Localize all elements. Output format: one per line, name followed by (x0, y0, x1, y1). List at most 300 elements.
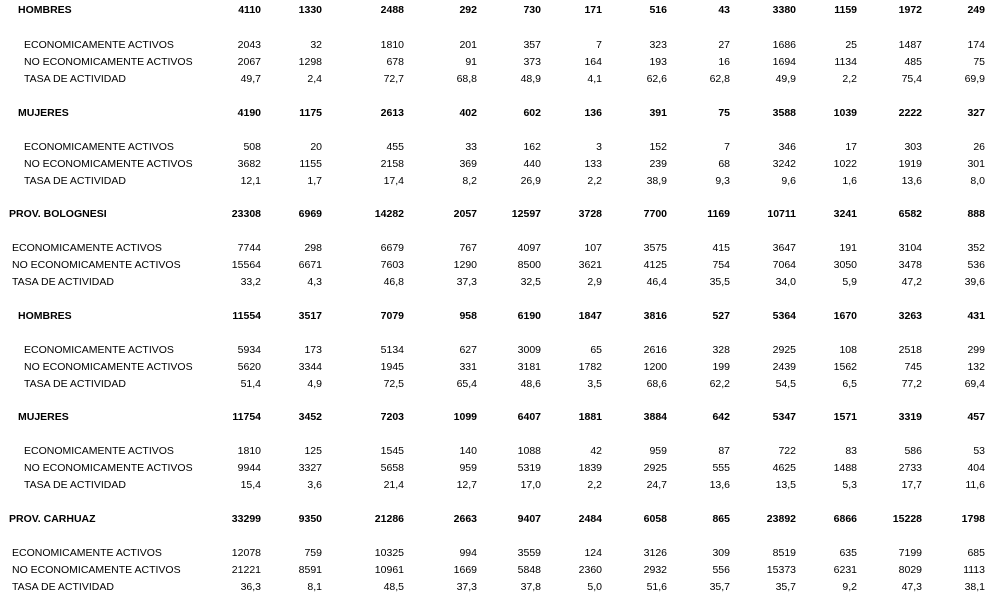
cell-value: 457 (967, 411, 985, 423)
cell-value: 21,4 (383, 479, 404, 491)
cell-value: 34,0 (775, 276, 796, 288)
cell-value: 24,7 (646, 479, 667, 491)
cell-value: 152 (649, 141, 667, 153)
cell-value: 1088 (517, 445, 541, 457)
cell-value: 62,2 (709, 378, 730, 390)
cell-value: 331 (459, 361, 477, 373)
row-label: NO ECONOMICAMENTE ACTIVOS (24, 361, 193, 373)
cell-value: 107 (584, 242, 602, 254)
cell-value: 199 (712, 361, 730, 373)
cell-value: 5319 (517, 462, 541, 474)
cell-value: 51,4 (240, 378, 261, 390)
cell-value: 303 (904, 141, 922, 153)
cell-value: 201 (459, 39, 477, 51)
cell-value: 485 (904, 56, 922, 68)
cell-value: 37,3 (456, 581, 477, 593)
cell-value: 6,5 (842, 378, 857, 390)
cell-value: 5364 (772, 310, 796, 322)
cell-value: 21221 (231, 564, 261, 576)
cell-value: 33,2 (240, 276, 261, 288)
cell-value: 7 (596, 39, 602, 51)
cell-value: 2932 (643, 564, 667, 576)
cell-value: 6231 (833, 564, 857, 576)
cell-value: 5934 (237, 344, 261, 356)
table-row (0, 157, 987, 172)
cell-value: 6866 (833, 513, 857, 525)
cell-value: 3319 (898, 411, 922, 423)
cell-value: 7700 (643, 208, 667, 220)
cell-value: 298 (304, 242, 322, 254)
cell-value: 3452 (298, 411, 322, 423)
cell-value: 15228 (892, 513, 922, 525)
row-label: TASA DE ACTIVIDAD (24, 73, 126, 85)
cell-value: 6190 (517, 310, 541, 322)
cell-value: 15564 (231, 259, 261, 271)
cell-value: 14282 (374, 208, 404, 220)
table-row (0, 140, 987, 155)
row-label: NO ECONOMICAMENTE ACTIVOS (12, 259, 181, 271)
cell-value: 1670 (833, 310, 857, 322)
cell-value: 292 (459, 4, 477, 16)
cell-value: 38,9 (646, 175, 667, 187)
cell-value: 4125 (643, 259, 667, 271)
cell-value: 635 (839, 547, 857, 559)
province-row (0, 207, 987, 222)
cell-value: 1881 (578, 411, 602, 423)
cell-value: 2,4 (307, 73, 322, 85)
cell-value: 37,8 (520, 581, 541, 593)
cell-value: 7199 (898, 547, 922, 559)
cell-value: 6671 (298, 259, 322, 271)
cell-value: 3050 (833, 259, 857, 271)
province-row (0, 512, 987, 527)
cell-value: 47,3 (901, 581, 922, 593)
cell-value: 62,8 (709, 73, 730, 85)
cell-value: 1487 (898, 39, 922, 51)
cell-value: 51,6 (646, 581, 667, 593)
cell-value: 72,7 (383, 73, 404, 85)
cell-value: 8591 (298, 564, 322, 576)
cell-value: 239 (649, 158, 667, 170)
cell-value: 5,9 (842, 276, 857, 288)
row-label: MUJERES (18, 107, 69, 119)
cell-value: 328 (712, 344, 730, 356)
cell-value: 9407 (517, 513, 541, 525)
cell-value: 8519 (772, 547, 796, 559)
cell-value: 2067 (237, 56, 261, 68)
cell-value: 888 (967, 208, 985, 220)
cell-value: 3816 (643, 310, 667, 322)
cell-value: 10711 (767, 208, 796, 220)
cell-value: 11754 (232, 411, 261, 423)
cell-value: 49,9 (775, 73, 796, 85)
cell-value: 3380 (772, 4, 796, 16)
cell-value: 1134 (834, 56, 857, 68)
cell-value: 373 (523, 56, 541, 68)
table-row (0, 580, 987, 595)
cell-value: 77,2 (901, 378, 922, 390)
cell-value: 3575 (643, 242, 667, 254)
cell-value: 7203 (380, 411, 404, 423)
cell-value: 10325 (374, 547, 404, 559)
cell-value: 193 (649, 56, 667, 68)
cell-value: 35,5 (709, 276, 730, 288)
cell-value: 13,5 (775, 479, 796, 491)
row-label: ECONOMICAMENTE ACTIVOS (24, 141, 174, 153)
cell-value: 1972 (898, 4, 922, 16)
cell-value: 17,0 (520, 479, 541, 491)
cell-value: 1571 (833, 411, 857, 423)
cell-value: 1175 (299, 107, 322, 119)
cell-value: 555 (712, 462, 730, 474)
cell-value: 69,9 (964, 73, 985, 85)
cell-value: 3621 (578, 259, 602, 271)
cell-value: 23892 (766, 513, 796, 525)
cell-value: 9,6 (781, 175, 796, 187)
cell-value: 2488 (380, 4, 404, 16)
cell-value: 6407 (517, 411, 541, 423)
cell-value: 15,4 (240, 479, 261, 491)
cell-value: 75,4 (901, 73, 922, 85)
table-row (0, 258, 987, 273)
cell-value: 627 (459, 344, 477, 356)
cell-value: 6058 (643, 513, 667, 525)
cell-value: 3728 (578, 208, 602, 220)
group-row (0, 3, 987, 18)
cell-value: 2,2 (587, 479, 602, 491)
cell-value: 9,3 (715, 175, 730, 187)
cell-value: 7079 (380, 310, 404, 322)
cell-value: 46,4 (646, 276, 667, 288)
cell-value: 17,7 (901, 479, 922, 491)
cell-value: 1810 (380, 39, 404, 51)
cell-value: 68 (718, 158, 730, 170)
table-row (0, 343, 987, 358)
cell-value: 13,6 (709, 479, 730, 491)
cell-value: 37,3 (456, 276, 477, 288)
cell-value: 4097 (517, 242, 541, 254)
group-row (0, 410, 987, 425)
group-row (0, 309, 987, 324)
cell-value: 2925 (772, 344, 796, 356)
cell-value: 35,7 (709, 581, 730, 593)
cell-value: 4,1 (587, 73, 602, 85)
cell-value: 25 (845, 39, 857, 51)
cell-value: 26,9 (520, 175, 541, 187)
cell-value: 2043 (237, 39, 261, 51)
cell-value: 17,4 (383, 175, 404, 187)
cell-value: 8029 (898, 564, 922, 576)
cell-value: 1,7 (307, 175, 322, 187)
row-label: MUJERES (18, 411, 69, 423)
cell-value: 2663 (453, 513, 477, 525)
cell-value: 2733 (898, 462, 922, 474)
cell-value: 2158 (380, 158, 404, 170)
row-label: NO ECONOMICAMENTE ACTIVOS (12, 564, 181, 576)
cell-value: 1545 (380, 445, 404, 457)
row-label: ECONOMICAMENTE ACTIVOS (12, 242, 162, 254)
cell-value: 3009 (517, 344, 541, 356)
cell-value: 327 (967, 107, 985, 119)
cell-value: 1113 (963, 564, 985, 576)
cell-value: 556 (712, 564, 730, 576)
table-row (0, 360, 987, 375)
cell-value: 586 (904, 445, 922, 457)
cell-value: 455 (386, 141, 404, 153)
cell-value: 17 (845, 141, 857, 153)
row-label: TASA DE ACTIVIDAD (24, 175, 126, 187)
cell-value: 357 (523, 39, 541, 51)
cell-value: 132 (967, 361, 985, 373)
cell-value: 1169 (707, 208, 730, 220)
cell-value: 32,5 (520, 276, 541, 288)
cell-value: 75 (718, 107, 730, 119)
cell-value: 767 (459, 242, 477, 254)
cell-value: 10961 (374, 564, 404, 576)
cell-value: 11554 (232, 310, 261, 322)
cell-value: 527 (712, 310, 730, 322)
cell-value: 958 (459, 310, 477, 322)
cell-value: 62,6 (646, 73, 667, 85)
cell-value: 27 (718, 39, 730, 51)
cell-value: 602 (523, 107, 541, 119)
cell-value: 42 (590, 445, 602, 457)
cell-value: 1099 (453, 411, 477, 423)
cell-value: 136 (584, 107, 602, 119)
cell-value: 1798 (961, 513, 985, 525)
cell-value: 1669 (453, 564, 477, 576)
cell-value: 759 (304, 547, 322, 559)
cell-value: 20 (310, 141, 322, 153)
cell-value: 8500 (517, 259, 541, 271)
cell-value: 1039 (833, 107, 857, 119)
cell-value: 3647 (772, 242, 796, 254)
cell-value: 2057 (453, 208, 477, 220)
row-label: NO ECONOMICAMENTE ACTIVOS (24, 462, 193, 474)
cell-value: 3181 (517, 361, 541, 373)
table-row (0, 461, 987, 476)
cell-value: 124 (584, 547, 602, 559)
table-row (0, 377, 987, 392)
cell-value: 191 (839, 242, 857, 254)
cell-value: 3241 (833, 208, 857, 220)
cell-value: 75 (973, 56, 985, 68)
row-label: NO ECONOMICAMENTE ACTIVOS (24, 56, 193, 68)
row-label: TASA DE ACTIVIDAD (24, 479, 126, 491)
cell-value: 3126 (643, 547, 667, 559)
cell-value: 7064 (772, 259, 796, 271)
cell-value: 68,6 (646, 378, 667, 390)
cell-value: 8,2 (462, 175, 477, 187)
cell-value: 171 (584, 4, 602, 16)
table-row (0, 478, 987, 493)
cell-value: 21286 (374, 513, 404, 525)
cell-value: 4625 (772, 462, 796, 474)
cell-value: 3,6 (307, 479, 322, 491)
cell-value: 1839 (578, 462, 602, 474)
row-label: HOMBRES (18, 4, 72, 16)
cell-value: 1919 (898, 158, 922, 170)
cell-value: 87 (718, 445, 730, 457)
table-row (0, 546, 987, 561)
cell-value: 730 (523, 4, 541, 16)
cell-value: 91 (465, 56, 477, 68)
cell-value: 3242 (772, 158, 796, 170)
cell-value: 323 (649, 39, 667, 51)
cell-value: 391 (649, 107, 667, 119)
cell-value: 46,8 (383, 276, 404, 288)
cell-value: 5347 (772, 411, 796, 423)
cell-value: 26 (973, 141, 985, 153)
cell-value: 69,4 (964, 378, 985, 390)
cell-value: 346 (778, 141, 796, 153)
cell-value: 2613 (380, 107, 404, 119)
cell-value: 415 (712, 242, 730, 254)
table-row (0, 72, 987, 87)
cell-value: 1945 (380, 361, 404, 373)
cell-value: 65,4 (456, 378, 477, 390)
cell-value: 3 (596, 141, 602, 153)
cell-value: 1686 (772, 39, 796, 51)
row-label: ECONOMICAMENTE ACTIVOS (24, 445, 174, 457)
cell-value: 678 (386, 56, 404, 68)
cell-value: 15373 (766, 564, 796, 576)
cell-value: 5658 (380, 462, 404, 474)
cell-value: 402 (459, 107, 477, 119)
cell-value: 164 (584, 56, 602, 68)
cell-value: 2222 (898, 107, 922, 119)
cell-value: 47,2 (901, 276, 922, 288)
cell-value: 33299 (231, 513, 261, 525)
cell-value: 2439 (772, 361, 796, 373)
cell-value: 12,7 (456, 479, 477, 491)
cell-value: 685 (967, 547, 985, 559)
cell-value: 83 (845, 445, 857, 457)
cell-value: 43 (718, 4, 730, 16)
cell-value: 9944 (237, 462, 261, 474)
row-label: PROV. CARHUAZ (9, 513, 96, 525)
cell-value: 431 (967, 310, 985, 322)
cell-value: 5,0 (587, 581, 602, 593)
cell-value: 1330 (298, 4, 322, 16)
cell-value: 7744 (237, 242, 261, 254)
cell-value: 133 (584, 158, 602, 170)
cell-value: 440 (523, 158, 541, 170)
cell-value: 6969 (298, 208, 322, 220)
row-label: TASA DE ACTIVIDAD (24, 378, 126, 390)
cell-value: 3344 (298, 361, 322, 373)
cell-value: 4190 (237, 107, 261, 119)
cell-value: 1694 (772, 56, 796, 68)
cell-value: 2925 (643, 462, 667, 474)
row-label: ECONOMICAMENTE ACTIVOS (24, 39, 174, 51)
cell-value: 5848 (517, 564, 541, 576)
cell-value: 54,5 (775, 378, 796, 390)
cell-value: 3559 (517, 547, 541, 559)
cell-value: 174 (967, 39, 985, 51)
cell-value: 3478 (898, 259, 922, 271)
cell-value: 2,2 (587, 175, 602, 187)
cell-value: 3104 (898, 242, 922, 254)
cell-value: 1847 (578, 310, 602, 322)
row-label: ECONOMICAMENTE ACTIVOS (12, 547, 162, 559)
cell-value: 3327 (298, 462, 322, 474)
cell-value: 5134 (380, 344, 404, 356)
cell-value: 4,3 (307, 276, 322, 288)
cell-value: 1488 (833, 462, 857, 474)
cell-value: 108 (839, 344, 857, 356)
cell-value: 39,6 (964, 276, 985, 288)
cell-value: 5620 (237, 361, 261, 373)
cell-value: 5,3 (842, 479, 857, 491)
cell-value: 2484 (578, 513, 602, 525)
cell-value: 516 (649, 4, 667, 16)
table-row (0, 55, 987, 70)
row-label: NO ECONOMICAMENTE ACTIVOS (24, 158, 193, 170)
cell-value: 125 (304, 445, 322, 457)
cell-value: 642 (712, 411, 730, 423)
group-row (0, 106, 987, 121)
row-label: ECONOMICAMENTE ACTIVOS (24, 344, 174, 356)
cell-value: 4,9 (307, 378, 322, 390)
cell-value: 9,2 (842, 581, 857, 593)
row-label: TASA DE ACTIVIDAD (12, 276, 114, 288)
cell-value: 3517 (298, 310, 322, 322)
cell-value: 1155 (299, 158, 322, 170)
cell-value: 352 (967, 242, 985, 254)
cell-value: 508 (243, 141, 261, 153)
cell-value: 3,5 (587, 378, 602, 390)
cell-value: 994 (459, 547, 477, 559)
cell-value: 722 (778, 445, 796, 457)
cell-value: 3682 (237, 158, 261, 170)
cell-value: 38,1 (964, 581, 985, 593)
cell-value: 369 (459, 158, 477, 170)
cell-value: 745 (904, 361, 922, 373)
cell-value: 68,8 (456, 73, 477, 85)
cell-value: 2,9 (587, 276, 602, 288)
cell-value: 6679 (380, 242, 404, 254)
cell-value: 2,2 (842, 73, 857, 85)
cell-value: 1,6 (842, 175, 857, 187)
cell-value: 48,9 (520, 73, 541, 85)
cell-value: 173 (304, 344, 322, 356)
cell-value: 301 (967, 158, 985, 170)
cell-value: 1298 (298, 56, 322, 68)
cell-value: 12597 (511, 208, 541, 220)
cell-value: 959 (459, 462, 477, 474)
cell-value: 8,0 (970, 175, 985, 187)
cell-value: 32 (310, 39, 322, 51)
cell-value: 959 (649, 445, 667, 457)
table-row (0, 563, 987, 578)
cell-value: 1562 (833, 361, 857, 373)
row-label: HOMBRES (18, 310, 72, 322)
cell-value: 11,6 (965, 479, 985, 491)
cell-value: 49,7 (240, 73, 261, 85)
cell-value: 33 (465, 141, 477, 153)
cell-value: 72,5 (383, 378, 404, 390)
cell-value: 53 (973, 445, 985, 457)
cell-value: 2616 (643, 344, 667, 356)
cell-value: 9350 (298, 513, 322, 525)
cell-value: 12,1 (240, 175, 261, 187)
cell-value: 65 (590, 344, 602, 356)
cell-value: 12078 (231, 547, 261, 559)
cell-value: 1022 (833, 158, 857, 170)
cell-value: 2518 (898, 344, 922, 356)
cell-value: 48,5 (383, 581, 404, 593)
